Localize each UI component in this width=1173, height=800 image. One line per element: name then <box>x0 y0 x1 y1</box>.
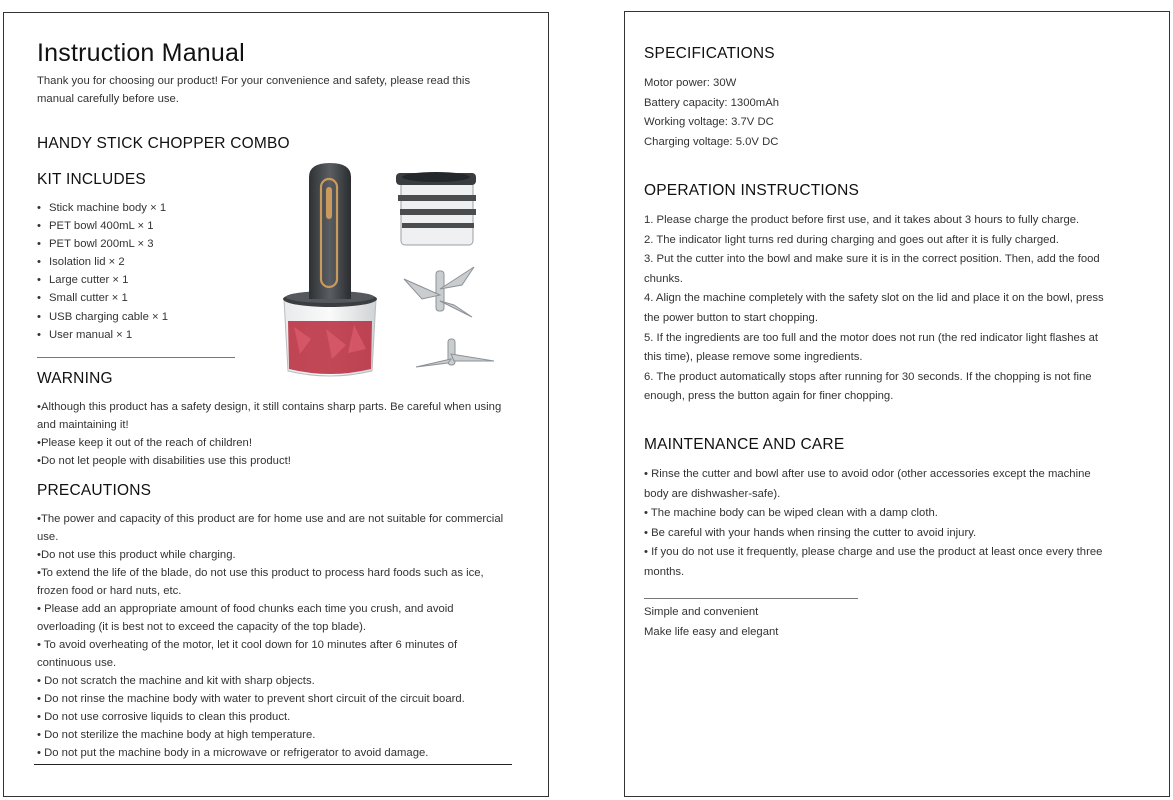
chopper-bowl <box>283 291 377 376</box>
spec-line: Battery capacity: 1300mAh <box>644 96 780 109</box>
intro-text <box>37 72 517 108</box>
maintenance-line: • Be careful with your hands when rinsing the cutter to avoid injury. <box>644 526 977 539</box>
precaution-line: • Please add an appropriate amount of food chunks each time you crush, and avoid <box>37 603 454 615</box>
precaution-line: continuous use. <box>37 657 117 669</box>
precaution-line: • Do not put the machine body in a microwave or refrigerator to avoid damage. <box>37 747 429 759</box>
operation-line: chunks. <box>644 272 683 285</box>
operation-line: 3. Put the cutter into the bowl and make sure it is in the correct position. Then, add the food <box>644 253 1100 266</box>
manual-page-right <box>624 11 1170 797</box>
operation-line: enough, press the button again for finer chopping. <box>644 390 894 403</box>
warning-line: •Please keep it out of the reach of children! <box>37 437 252 449</box>
slogan-line: Make life easy and elegant <box>644 625 779 638</box>
precaution-line: • Do not use corrosive liquids to clean this product. <box>37 711 291 723</box>
maintenance-line: • The machine body can be wiped clean with a damp cloth. <box>644 507 938 520</box>
warning-line: •Do not let people with disabilities use this product! <box>37 455 291 467</box>
precautions-text <box>37 510 517 762</box>
maintenance-line: body are dishwasher-safe). <box>644 487 781 500</box>
slogan <box>644 603 778 642</box>
precaution-line: •The power and capacity of this product are for home use and are not suitable for commercial <box>37 513 504 525</box>
section-divider <box>37 357 235 358</box>
kit-heading: KIT INCLUDES <box>37 171 146 188</box>
kit-item: • PET bowl 200mL × 3 <box>37 235 168 253</box>
slogan-line: Simple and convenient <box>644 606 759 618</box>
kit-item: • USB charging cable × 1 <box>37 308 168 326</box>
warning-text <box>37 398 517 470</box>
precaution-line: • To avoid overheating of the motor, let it cool down for 10 minutes after 6 minutes of <box>37 639 458 651</box>
operation-line: 5. If the ingredients are too full and the motor does not run (the red indicator light flashes at <box>644 331 1099 344</box>
maintenance-heading: MAINTENANCE AND CARE <box>644 436 845 453</box>
spec-line: Motor power: 30W <box>644 77 737 89</box>
kit-item: • User manual × 1 <box>37 326 168 344</box>
precaution-line: • Do not scratch the machine and kit with sharp objects. <box>37 675 315 687</box>
operation-line: 4. Align the machine completely with the safety slot on the lid and place it on the bowl, press <box>644 292 1104 305</box>
manual-page-left <box>3 12 549 797</box>
operation-heading: OPERATION INSTRUCTIONS <box>644 182 860 199</box>
intro-line: Thank you for choosing our product! For your convenience and safety, please read this <box>37 75 471 87</box>
intro-line: manual carefully before use. <box>37 93 179 105</box>
precaution-line: •Do not use this product while charging. <box>37 549 236 561</box>
warning-line: and maintaining it! <box>37 419 129 431</box>
kit-list <box>37 199 168 344</box>
operation-line: the power button to start chopping. <box>644 311 818 324</box>
product-heading: HANDY STICK CHOPPER COMBO <box>37 135 290 152</box>
operation-line: 1. Please charge the product before first use, and it takes about 3 hours to fully charge. <box>644 214 1080 226</box>
precaution-line: frozen food or hard nuts, etc. <box>37 585 182 597</box>
kit-item: • PET bowl 400mL × 1 <box>37 217 168 235</box>
operation-line: 2. The indicator light turns red during charging and goes out after it is fully charged. <box>644 233 1059 246</box>
spec-line: Charging voltage: 5.0V DC <box>644 135 779 148</box>
warning-line: •Although this product has a safety design, it still contains sharp parts. Be careful when using <box>37 401 502 413</box>
precaution-line: use. <box>37 531 59 543</box>
maintenance-line: • Rinse the cutter and bowl after use to avoid odor (other accessories except the machine <box>644 468 1091 480</box>
section-divider <box>644 598 858 599</box>
manual-title: Instruction Manual <box>37 39 245 67</box>
operation-line: this time), please remove some ingredients. <box>644 351 863 364</box>
kit-item: • Small cutter × 1 <box>37 289 168 307</box>
small-cutter-blade <box>416 339 494 367</box>
stick-machine-body <box>309 163 351 299</box>
kit-item: • Stick machine body × 1 <box>37 199 168 217</box>
precaution-line: • Do not sterilize the machine body at high temperature. <box>37 729 316 741</box>
bottom-divider <box>34 764 512 765</box>
spec-line: Working voltage: 3.7V DC <box>644 116 774 129</box>
operation-text <box>644 211 1154 407</box>
kit-item: • Large cutter × 1 <box>37 271 168 289</box>
precaution-line: overloading (it is best not to exceed the capacity of the top blade). <box>37 621 367 633</box>
precaution-line: •To extend the life of the blade, do not use this product to process hard foods such as ice, <box>37 567 484 579</box>
kit-item: • Isolation lid × 2 <box>37 253 168 271</box>
precautions-heading: PRECAUTIONS <box>37 482 152 499</box>
maintenance-text <box>644 465 1154 583</box>
warning-heading: WARNING <box>37 370 113 387</box>
maintenance-line: months. <box>644 565 685 578</box>
bowl-stack <box>396 172 476 245</box>
maintenance-line: • If you do not use it frequently, please charge and use the product at least once every three <box>644 546 1103 559</box>
large-cutter-blade <box>404 267 474 317</box>
specifications-heading: SPECIFICATIONS <box>644 45 775 62</box>
operation-line: 6. The product automatically stops after running for 30 seconds. If the chopping is not fine <box>644 370 1092 383</box>
specifications-list <box>644 74 779 152</box>
chopper-product-image <box>276 149 506 379</box>
precaution-line: • Do not rinse the machine body with water to prevent short circuit of the circuit board. <box>37 693 465 705</box>
